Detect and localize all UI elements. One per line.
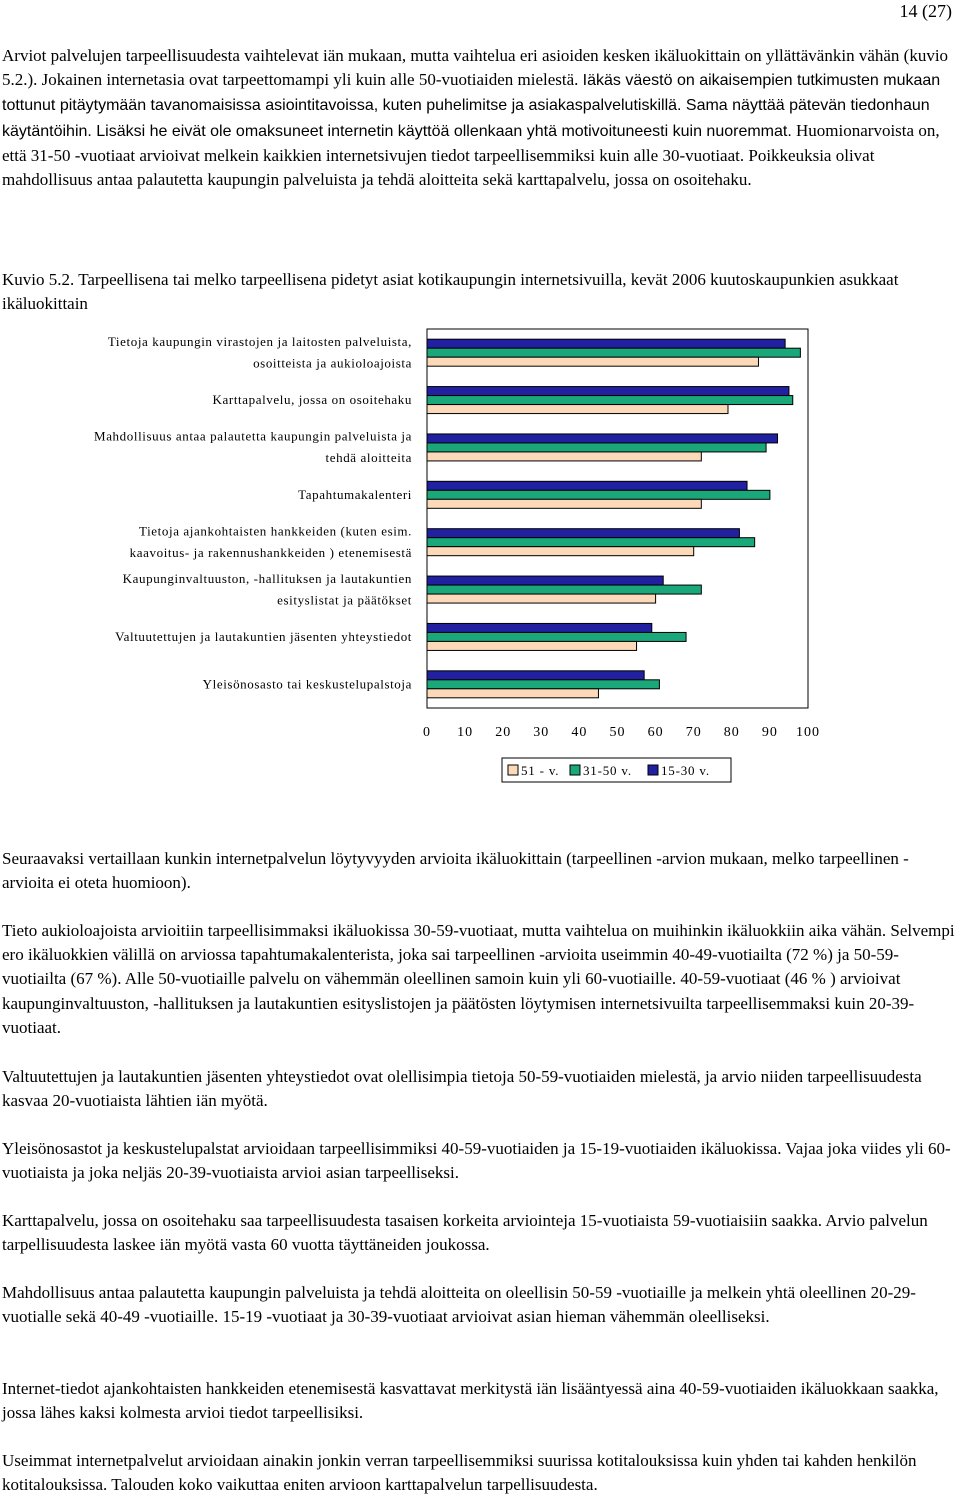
x-tick-label: 50: [609, 725, 626, 740]
x-tick-label: 80: [723, 725, 740, 740]
x-tick-label: 0: [423, 725, 431, 740]
legend-swatch: [570, 765, 580, 775]
bar-31-50-v: [427, 490, 770, 499]
bar-51-v: [427, 547, 694, 556]
category-label: osoitteista ja aukioloajoista: [253, 355, 412, 371]
x-tick-label: 90: [761, 725, 778, 740]
figure-caption: Kuvio 5.2. Tarpeellisena tai melko tarpeellisena pidetyt asiat kotikaupungin internetsivuilla, kevät 2006 kuutoskaupunkien asukkaat ikäluokittain: [2, 270, 899, 314]
body-paragraph-2: Tieto aukioloajoista arvioitiin tarpeellisimmaksi ikäluokissa 30-59-vuotiaat, mutta vaihtelua on muihinkin ikäluokkiin aika vähän. Selvempi ero ikäluokkien välillä on arviossa tapahtumakalenterista, joka sai tarpeellinen -arvioita useimmin 40-49-vuotiailta (72 %) ja 50-59-vuotiailta (67 %). Alle 50-vuotiaille palvelu on vähemmän oleellinen samoin kuin yli 60-vuotiaille. 40-59-vuotiaat (46 % ) arvioivat kaupunginvaltuuston, -hallituksen ja lautakuntien esityslistojen ja päätösten löytymisen internetsivuilta tarpeellisemmaksi kuin 20-39-vuotiaat.: [2, 921, 955, 1037]
category-label: Karttapalvelu, jossa on osoitehaku: [212, 392, 412, 408]
bar-15-30-v: [427, 623, 652, 632]
x-tick-label: 10: [457, 725, 474, 740]
category-label: esityslistat ja päätökset: [277, 592, 412, 608]
category-label: Kaupunginvaltuuston, -hallituksen ja lautakuntien: [122, 570, 412, 586]
bar-51-v: [427, 452, 701, 461]
bar-51-v: [427, 594, 656, 603]
intro-text-part1: Arviot palvelujen tarpeellisuudesta vaihtelevat iän mukaan, mutta vaihtelua eri asioiden kesken ikäluokittain on yllättävänkin vähän (kuvio 5.2.). Jokainen internetasia ovat tarpeettomampi yli kuin alle 50-vuotiaiden mielestä.: [2, 46, 949, 90]
bar-15-30-v: [427, 671, 644, 680]
plot-area: [427, 329, 808, 708]
category-label: kaavoitus- ja rakennushankkeiden ) etenemisestä: [129, 544, 412, 560]
body-paragraph-1: Seuraavaksi vertaillaan kunkin internetpalvelun löytyvyyden arvioita ikäluokittain (tarpeellinen -arvion mukaan, melko tarpeellinen -arvioita ei oteta huomioon).: [2, 849, 909, 893]
legend-swatch: [508, 765, 518, 775]
intro-paragraph: [2, 44, 957, 192]
legend-label: 15-30 v.: [661, 763, 710, 778]
bar-31-50-v: [427, 396, 793, 405]
bar-31-50-v: [427, 538, 755, 547]
bar-15-30-v: [427, 339, 785, 348]
body-paragraph-3: Valtuutettujen ja lautakuntien jäsenten yhteystiedot ovat olellisimpia tietoja 50-59-vuotiaiden mielestä, ja arvio niiden tarpeellisuudesta kasvaa 20-vuotiaista lähtien iän myötä.: [2, 1067, 922, 1111]
bar-15-30-v: [427, 434, 778, 443]
body-paragraph-8: Useimmat internetpalvelut arvioidaan ainakin jonkin verran tarpeellisemmiksi suurissa kotitalouksissa kuin yhden tai kahden henkilön kotitalouksissa. Talouden koko vaikuttaa eniten arvioon karttapalvelun tarpellisuudesta.: [2, 1451, 917, 1495]
bar-31-50-v: [427, 632, 686, 641]
bar-15-30-v: [427, 576, 663, 585]
x-tick-label: 30: [533, 725, 550, 740]
legend-swatch: [648, 765, 658, 775]
intro-text-part2: Iäkäs väestö on aikaisempien tutkimusten mukaan tottunut pitäytymään tavanomaisissa asiointitavoissa, kuten puhelimitse ja asiakaspalvelutiskillä. Sama näyttää pätevän tiedonhaun käytäntöihin. Lisäksi he eivät ole omaksuneet internetin käyttöä ollenkaan yhtä motivoituneesti kuin nuoremmat.: [2, 72, 941, 140]
category-label: Tietoja ajankohtaisten hankkeiden (kuten esim.: [139, 523, 412, 539]
x-tick-label: 60: [647, 725, 664, 740]
bar-31-50-v: [427, 585, 701, 594]
category-label: tehdä aloitteita: [325, 450, 412, 466]
body-paragraph-7: Internet-tiedot ajankohtaisten hankkeiden etenemisestä kasvattavat merkitystä iän lisääntyessä aina 40-59-vuotiaiden ikäluokkaan saakka, jossa lähes kaksi kolmesta arvioi tiedot tarpeellisiksi.: [2, 1379, 939, 1423]
bar-51-v: [427, 357, 758, 366]
bar-15-30-v: [427, 529, 739, 538]
bar-31-50-v: [427, 443, 766, 452]
bar-15-30-v: [427, 481, 747, 490]
x-tick-label: 20: [495, 725, 512, 740]
x-tick-label: 40: [571, 725, 588, 740]
body-paragraph-6: Mahdollisuus antaa palautetta kaupungin palveluista ja tehdä aloitteita on oleellisin 50-59 -vuotiaille ja melkein yhtä oleellinen 20-29- vuotialle sekä 40-49 -vuotiaille. 15-19 -vuotiaat ja 30-39-vuotiaat arvioivat asian hieman vähemmän oleelliseksi.: [2, 1283, 916, 1327]
intro-text-part3: Huomionarvoista on, että 31-50 -vuotiaat arvioivat melkein kaikkien internetsivujen tiedot tarpeellisemmiksi kuin alle 30-vuotiaat. Poikkeuksia olivat mahdollisuus antaa palautetta kaupungin palveluista ja tehdä aloitteita sekä karttapalvelu, jossa on osoitehaku.: [2, 120, 940, 190]
bar-31-50-v: [427, 680, 659, 689]
category-label: Yleisönosasto tai keskustelupalstoja: [202, 676, 412, 692]
category-label: Tietoja kaupungin virastojen ja laitosten palveluista,: [107, 333, 412, 349]
category-label: Tapahtumakalenteri: [298, 486, 412, 502]
bar-31-50-v: [427, 348, 800, 357]
legend-label: 51 - v.: [521, 763, 560, 778]
bar-51-v: [427, 405, 728, 414]
legend-label: 31-50 v.: [583, 763, 632, 778]
x-tick-label: 70: [685, 725, 702, 740]
category-label: Valtuutettujen ja lautakuntien jäsenten yhteystiedot: [115, 628, 412, 644]
page-number: 14 (27): [899, 1, 952, 21]
bar-chart: [0, 322, 960, 792]
bar-51-v: [427, 499, 701, 508]
body-paragraph-4: Yleisönosastot ja keskustelupalstat arvioidaan tarpeellisimmiksi 40-59-vuotiaiden ja 15-19-vuotiaiden ikäluokissa. Vajaa joka viides yli 60-vuotiaista ja joka neljäs 20-39-vuotiaista arvioi asian tarpeelliseksi.: [2, 1139, 951, 1183]
bar-15-30-v: [427, 387, 789, 396]
body-paragraph-5: Karttapalvelu, jossa on osoitehaku saa tarpeellisuudesta tasaisen korkeita arviointeja 15-vuotiaista 59-vuotiaisiin saakka. Arvio palvelun tarpellisuudesta laskee iän myötä vasta 60 vuotta täyttäneiden joukossa.: [2, 1211, 928, 1255]
bar-51-v: [427, 689, 598, 698]
category-label: Mahdollisuus antaa palautetta kaupungin palveluista ja: [94, 428, 412, 444]
x-tick-label: 100: [796, 725, 820, 740]
bar-51-v: [427, 641, 637, 650]
